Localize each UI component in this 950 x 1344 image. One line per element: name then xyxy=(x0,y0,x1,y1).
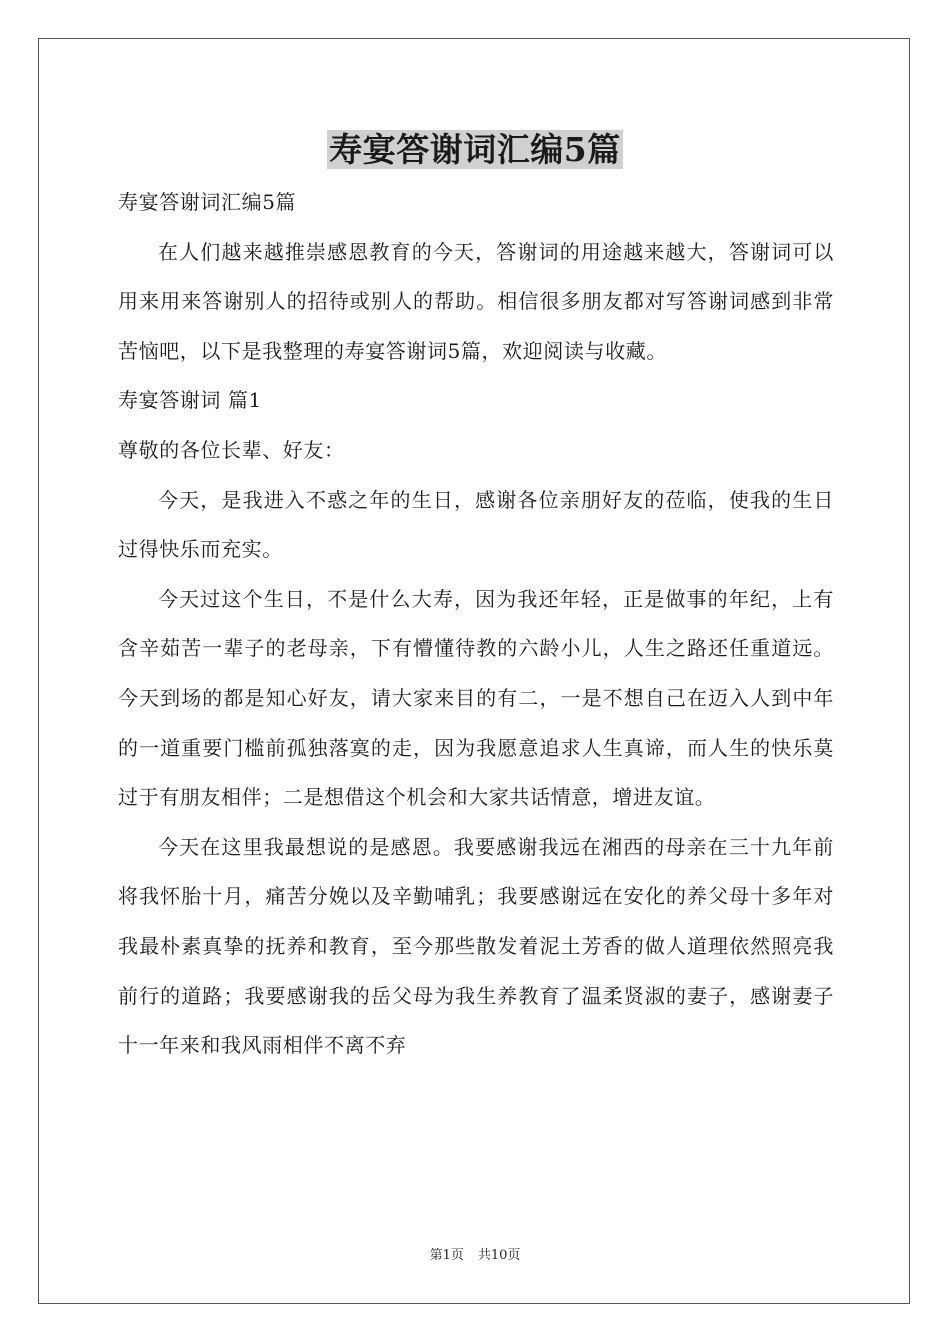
body-paragraph: 今天，是我进入不惑之年的生日，感谢各位亲朋好友的莅临，使我的生日过得快乐而充实。 xyxy=(118,487,834,562)
body-paragraph: 今天过这个生日，不是什么大寿，因为我还年轻，正是做事的年纪，上有含辛茹苦一辈子的老母亲，下有懵懂待教的六龄小儿，人生之路还任重道远。今天到场的都是知心好友，请大家来目的有二，一是不想自己在迈入人到中年的一道重要门槛前孤独落寞的走，因为我愿意追求人生真谛，而人生的快乐莫过于有朋友相伴；二是想借这个机会和大家共话情意，增进友谊。 xyxy=(118,586,834,810)
document-body xyxy=(118,178,834,1071)
page-footer xyxy=(0,1246,950,1266)
section-heading: 寿宴答谢词 篇1 xyxy=(118,388,262,413)
document-subtitle: 寿宴答谢词汇编5篇 xyxy=(118,190,297,214)
document-title-text: 寿宴答谢词汇编5篇 xyxy=(329,130,621,169)
page-number: 第1页 xyxy=(429,1248,464,1263)
body-paragraph: 今天在这里我最想说的是感恩。我要感谢我远在湘西的母亲在三十九年前将我怀胎十月，痛苦分娩以及辛勤哺乳；我要感谢远在安化的养父母十多年对我最朴素真挚的抚养和教育，至今那些散发着泥土芳香的做人道理依然照亮我前行的道路；我要感谢我的岳父母为我生养教育了温柔贤淑的妻子，感谢妻子十一年来和我风雨相伴不离不弃 xyxy=(118,834,834,1058)
salutation: 尊敬的各位长辈、好友： xyxy=(118,437,345,462)
document-title xyxy=(0,128,950,172)
intro-paragraph: 在人们越来越推崇感恩教育的今天，答谢词的用途越来越大，答谢词可以用来用来答谢别人的招待或别人的帮助。相信很多朋友都对写答谢词感到非常苦恼吧，以下是我整理的寿宴答谢词5篇，欢迎阅读与收藏。 xyxy=(118,239,834,363)
page-total: 共10页 xyxy=(477,1248,521,1263)
